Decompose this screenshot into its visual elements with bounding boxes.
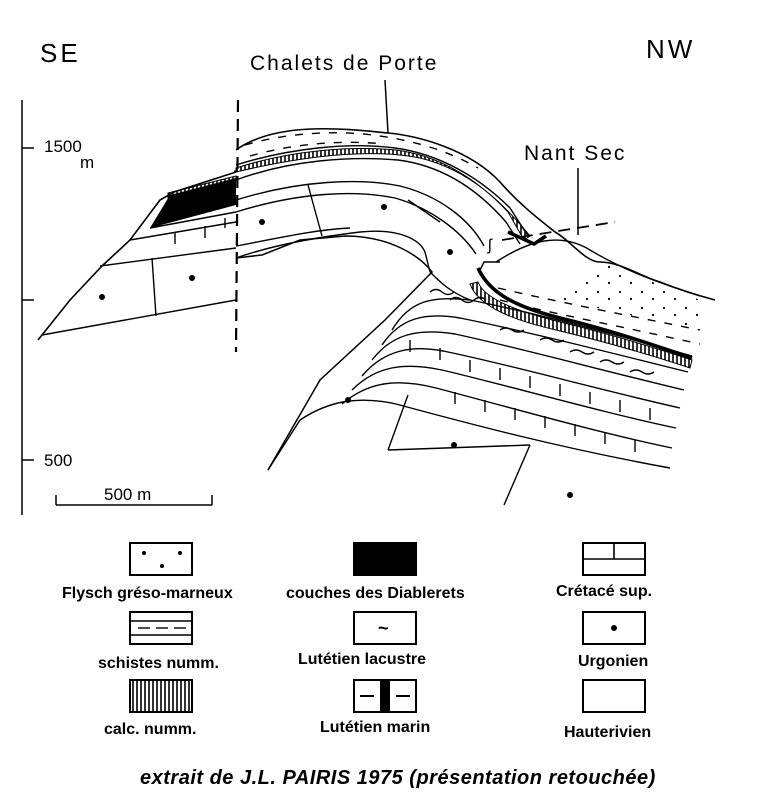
legend-label-lutetien-lacustre: Lutétien lacustre [298, 651, 427, 668]
legend-label-schistes: schistes numm. [98, 655, 219, 672]
urgonien-dots [99, 204, 573, 498]
elevation-axis [22, 100, 34, 515]
legend-label-flysch: Flysch gréso-marneux [62, 585, 233, 602]
legend-label-lutetien-marin: Lutétien marin [320, 719, 431, 736]
legend-item-lutetien-marin [320, 680, 430, 736]
legend-item-urgonien [578, 612, 648, 670]
chalets-leader-line [385, 80, 388, 133]
legend-item-schistes [98, 612, 219, 672]
scale-bar-label: 500 m [104, 485, 152, 504]
tick-1500-label: 1500 [44, 137, 82, 156]
legend-label-hauterivien: Hauterivien [564, 724, 652, 741]
legend-item-diablerets [286, 543, 465, 602]
legend [62, 543, 652, 741]
legend-label-cretace: Crétacé sup. [556, 583, 653, 600]
legend-item-lutetien-lacustre [298, 612, 426, 668]
legend-item-hauterivien [564, 680, 651, 741]
legend-label-urgonien: Urgonien [578, 653, 649, 670]
legend-item-cretace [556, 543, 652, 600]
tick-500-label: 500 [44, 451, 73, 470]
legend-item-calc-numm [104, 680, 196, 738]
place-chalets-de-porte-label: Chalets de Porte [250, 52, 439, 75]
legend-item-flysch [62, 543, 233, 602]
legend-label-diablerets: couches des Diablerets [286, 585, 465, 602]
lacustre-wave-icon: ~ [378, 618, 389, 638]
source-caption: extrait de J.L. PAIRIS 1975 (présentation retouchée) [140, 767, 656, 789]
fault-line [236, 100, 238, 352]
direction-se-label: SE [40, 38, 81, 68]
tick-unit-m-label: m [80, 153, 95, 172]
fold-symbol: ʃ [488, 237, 492, 254]
legend-label-calc-numm: calc. numm. [104, 721, 197, 738]
direction-nw-label: NW [646, 34, 696, 64]
place-nant-sec-label: Nant Sec [524, 142, 627, 165]
